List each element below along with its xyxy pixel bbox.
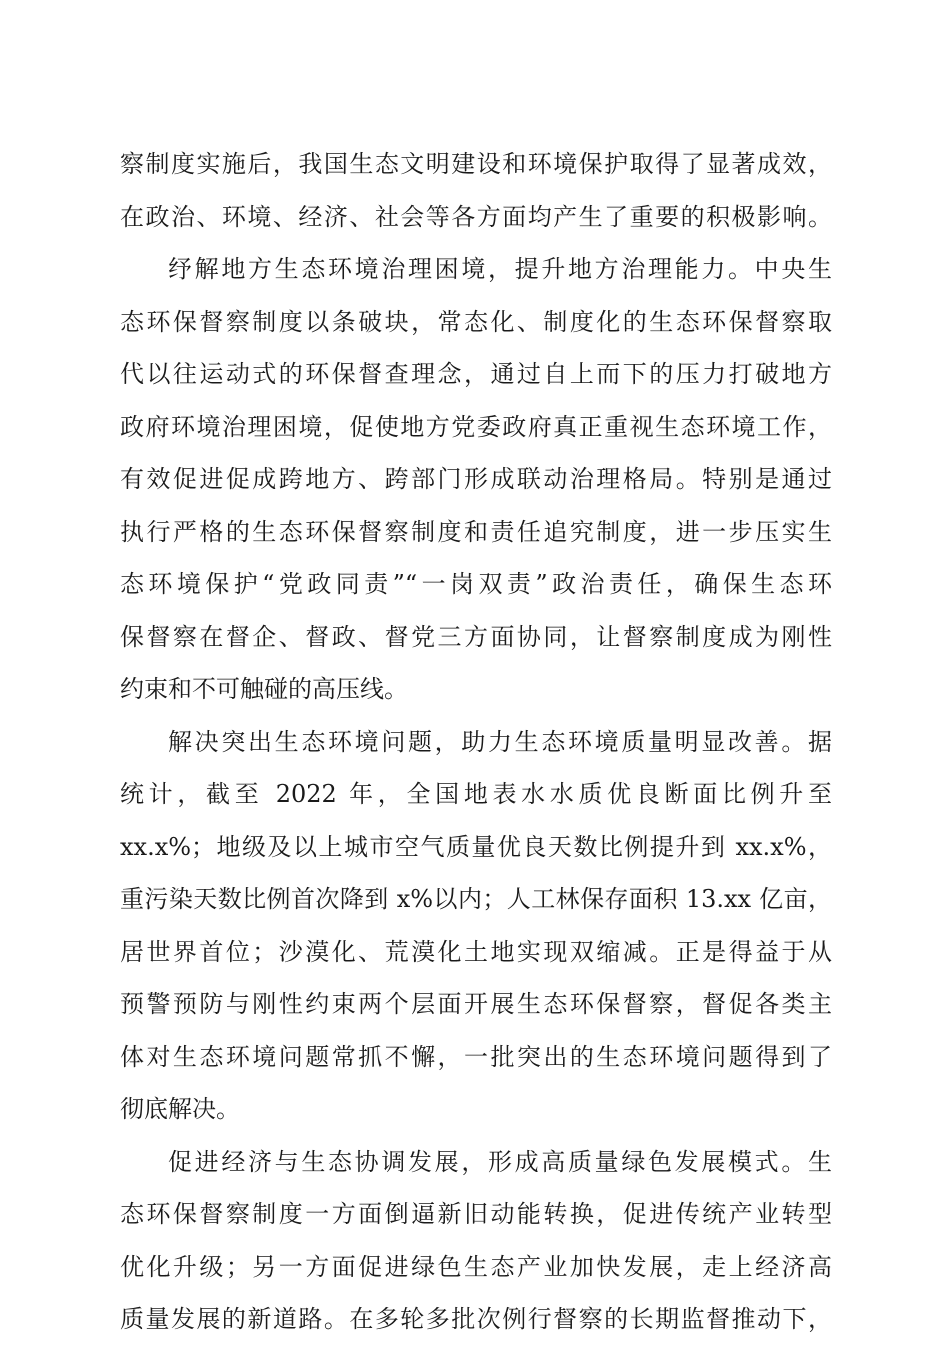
text-line: 约束和不可触碰的高压线。 bbox=[120, 675, 408, 703]
text-line: 态环保督察制度以条破块，常态化、制度化的生态环保督察取 bbox=[120, 307, 832, 336]
body-text bbox=[120, 138, 832, 1346]
text-line: 态环境保护“党政同责”“一岗双责”政治责任，确保生态环 bbox=[120, 570, 832, 598]
text-line: 彻底解决。 bbox=[120, 1095, 240, 1123]
text-line: 体对生态环境问题常抓不懈，一批突出的生态环境问题得到了 bbox=[120, 1042, 832, 1071]
text-line: 促进经济与生态协调发展，形成高质量绿色发展模式。生 bbox=[168, 1147, 832, 1176]
text-line: 质量发展的新道路。在多轮多批次例行督察的长期监督推动下， bbox=[120, 1305, 832, 1333]
text-line: 政府环境治理困境，促使地方党委政府真正重视生态环境工作， bbox=[120, 412, 832, 441]
text-line: 预警预防与刚性约束两个层面开展生态环保督察，督促各类主 bbox=[120, 990, 832, 1018]
text-line: 执行严格的生态环保督察制度和责任追究制度，进一步压实生 bbox=[120, 517, 832, 546]
text-line: 态环保督察制度一方面倒逼新旧动能转换，促进传统产业转型 bbox=[120, 1200, 832, 1228]
text-line: 重污染天数比例首次降到 x%以内；人工林保存面积 13.xx 亿亩， bbox=[120, 885, 832, 913]
text-line: 纾解地方生态环境治理困境，提升地方治理能力。中央生 bbox=[168, 255, 832, 283]
text-line: 解决突出生态环境问题，助力生态环境质量明显改善。据 bbox=[168, 727, 832, 756]
text-line: 保督察在督企、督政、督党三方面协同，让督察制度成为刚性 bbox=[120, 622, 832, 651]
text-line: 优化升级；另一方面促进绿色生态产业加快发展，走上经济高 bbox=[120, 1252, 832, 1281]
text-line: 代以往运动式的环保督查理念，通过自上而下的压力打破地方 bbox=[120, 360, 832, 388]
text-line: 在政治、环境、经济、社会等各方面均产生了重要的积极影响。 bbox=[120, 202, 832, 231]
text-line: 有效促进促成跨地方、跨部门形成联动治理格局。特别是通过 bbox=[120, 465, 832, 493]
text-line: xx.x%；地级及以上城市空气质量优良天数比例提升到 xx.x%， bbox=[120, 832, 832, 861]
text-line: 察制度实施后，我国生态文明建设和环境保护取得了显著成效， bbox=[120, 150, 832, 178]
text-line: 居世界首位；沙漠化、荒漠化土地实现双缩减。正是得益于从 bbox=[120, 937, 832, 966]
text-line: 统计，截至 2022 年，全国地表水水质优良断面比例升至 bbox=[120, 780, 832, 808]
